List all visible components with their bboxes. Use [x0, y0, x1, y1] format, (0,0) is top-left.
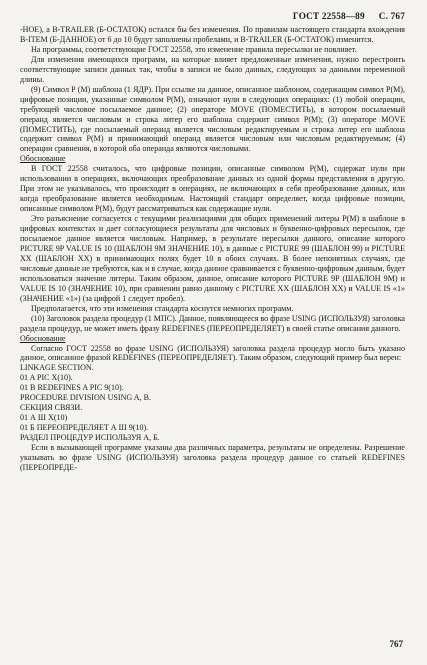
paragraph: Согласно ГОСТ 22558 во фразе USING (ИСПОЛЬЗУЯ) заголовка раздела процедур могло быть указано данное, описанное фразой REDEFINES (ПЕРЕОПРЕДЕЛЯЕТ). Таким образом, следующий пример был верен: [20, 343, 405, 363]
paragraph-continuation: -НОЕ), а B-TRAILER (Б-ОСТАТОК) остался бы без изменения. По правилам настоящего стандарта вхождения B-ITEM (Б-ДАННОЕ) от 6 до 10 будут заполнены пробелами, и B-TRAILER (Б-ОСТАТОК) изменится. [20, 25, 405, 44]
code-line: 01 А Ш X(10) [20, 413, 68, 423]
code-line: СЕКЦИЯ СВЯЗИ. [20, 403, 83, 413]
code-line: РАЗДЕЛ ПРОЦЕДУР ИСПОЛЬЗУЯ А, Б. [20, 433, 160, 443]
code-line: 01 Б ПЕРЕОПРЕДЕЛЯЕТ А Ш 9(10). [20, 423, 149, 433]
rule-9-paragraph: (9) Символ Р (М) шаблона (1 ЯДР). При ссылке на данное, описанное шаблоном, содержащим символ Р(М), цифровые позиции, указанные символом Р(М), означают нули в следующих операциях: (1) любой операции, требующей числовое посылаемое данное; (2) операторе MOVE (ПОМЕСТИТЬ), в котором посылаемый операнд является числовым и строка литер его шаблона содержит символ Р(М); (3) операторе MOVE (ПОМЕСТИТЬ), где посылаемый операнд является числовым редактируемым и строка литер его шаблона содержит символ Р(М) и принимающий операнд является числовым или числовым редактируемым; (4) операции сравнения, в которой оба операнда являются числовыми. [20, 84, 405, 154]
code-line: LINKAGE SECTION. [20, 363, 94, 373]
code-line: PROCEDURE DIVISION USING A, B. [20, 393, 151, 403]
standard-number: ГОСТ 22558—89 [292, 11, 365, 21]
paragraph: Для изменения имеющихся программ, на которые влияет предложенные изменения, нужно перестроить соответствующие записи данных так, чтобы в записи не было данных, следующих за данными переменной длины. [20, 54, 405, 84]
section-heading-rationale: Обоснование [20, 333, 66, 343]
paragraph: Если в вызывающей программе указаны два различных параметра, результаты не определены. Разрешение указывать во фразе USING (ИСПОЛЬЗУЯ) заголовка раздела процедур данное со статьей REDEFINES (ПЕРЕОПРЕДЕ- [20, 443, 405, 472]
page-number: 767 [389, 639, 403, 649]
header-page-ref: С. 767 [378, 11, 405, 21]
body-text [20, 25, 405, 473]
rule-10-paragraph: (10) Заголовок раздела процедур (1 МПС). Данное, появляющееся во фразе USING (ИСПОЛЬЗУЯ) заголовка раздела процедур, не может иметь фразу REDEFINES (ПЕРЕОПРЕДЕЛЯЕТ) в своей статье описания данного. [20, 313, 405, 333]
code-line: 01 B REDEFINES A PIC 9(10). [20, 383, 124, 393]
running-header [20, 11, 405, 21]
code-line: 01 A PIC X(10). [20, 373, 73, 383]
paragraph: На программы, соответствующие ГОСТ 22558, это изменение правила пересылки не повлияет. [31, 44, 357, 54]
section-heading-rationale: Обоснование [20, 154, 66, 164]
paragraph: Это разъяснение согласуется с текущими реализациями для общих применений литеры Р(М) в шаблоне в цифровых контекстах и дает согласующиеся результаты для числовых и буквенно-цифровых пересылок, где посылаемое данное является числовым. Например, в результате пересылки данного, описание которого PICTURE 9P VALUE IS 10 (ШАБЛОН 9М ЗНАЧЕНИЕ 10), в данные с PICTURE 99 (ШАБЛОН 99) и PICTURE XX (ШАБЛОН XX) в принимающих полях будет 10 в обоих случаях. В более непонятных случаях, где числовые данные не требуются, как и в случае, когда данное сравнивается с буквенно-цифровым данным, будет использоваться значение литеры. Таким образом, данное, описание которого PICTURE 9P (ШАБЛОН 9М) и VALUE IS 10 (ЗНАЧЕНИЕ 10), при сравнении равно данному с PICTURE XX (ШАБЛОН XX) и VALUE IS «1» (ЗНАЧЕНИЕ «1») (за цифрой 1 следует пробел). [20, 214, 405, 303]
paragraph: В ГОСТ 22558 считалось, что цифровые позиции, описанные символом Р(М), содержат нули при использовании в операциях, включающих преобразование данных из одной формы представления в другую. При этом не указывалось, что происходит в операциях, не включающих в себя преобразование данных, или когда преобразование является необходимым. Настоящий стандарт определяет, когда цифровые позиции, описанные символом Р(М), будут рассматриваться как содержащие нули. [20, 164, 405, 214]
paragraph: Предполагается, что эти изменения стандарта коснутся немногих программ. [31, 303, 294, 313]
